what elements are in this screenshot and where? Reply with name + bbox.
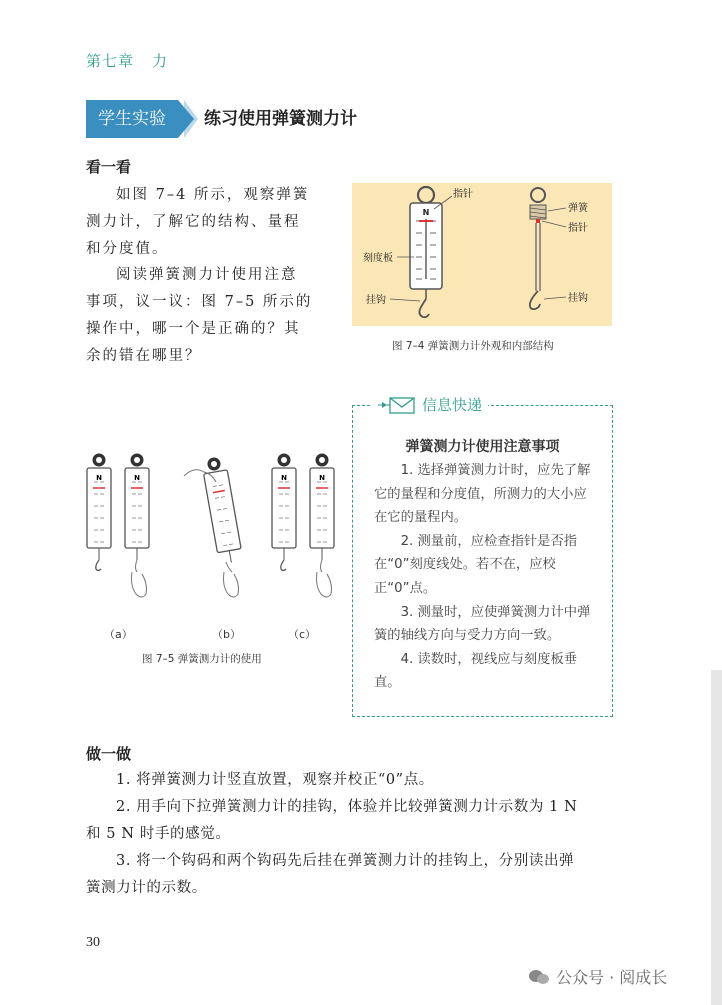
chapter-title: 力 bbox=[152, 52, 169, 70]
info-box-header-label: 信息快递 bbox=[422, 396, 483, 414]
spring-scale-usage-illustration bbox=[84, 446, 344, 621]
do-step: 和 5 N 时手的感觉。 bbox=[86, 826, 231, 842]
info-item: 3. 测量时，应使弹簧测力计中弹簧的轴线方向与受力方向一致。 bbox=[374, 604, 591, 644]
info-item: 2. 测量前，应检查指针是否指在“0”刻度线处。若不在，应校正“0”点。 bbox=[374, 533, 578, 596]
do-step: 簧测力计的示数。 bbox=[86, 880, 207, 896]
label-pointer: 指针 bbox=[453, 189, 473, 200]
n-label: N bbox=[281, 474, 287, 482]
figure-7-4 bbox=[352, 183, 612, 326]
look-line: 如图 7–4 所示，观察弹簧 bbox=[116, 187, 310, 203]
do-step: 2. 用手向下拉弹簧测力计的挂钩，体验并比较弹簧测力计示数为 1 N bbox=[116, 799, 578, 815]
page-number: 30 bbox=[86, 935, 100, 950]
banner-title: 练习使用弹簧测力计 bbox=[204, 109, 357, 129]
label-scale: 刻度板 bbox=[363, 253, 393, 264]
wechat-icon bbox=[528, 968, 550, 986]
look-line: 事项，议一议：图 7–5 所示的 bbox=[86, 294, 313, 310]
n-label: N bbox=[134, 474, 140, 482]
do-steps bbox=[86, 767, 646, 902]
watermark bbox=[528, 965, 667, 988]
hook-icon bbox=[281, 560, 286, 571]
look-line: 操作中，哪一个是正确的？其 bbox=[86, 321, 301, 337]
scale-c-left bbox=[272, 454, 296, 560]
sublabel-b: （b） bbox=[212, 628, 241, 641]
hook-icon bbox=[530, 291, 540, 309]
info-box-header bbox=[372, 394, 488, 415]
info-item: 4. 读数时，视线应与刻度板垂直。 bbox=[374, 651, 578, 691]
label-hook-2: 挂钩 bbox=[568, 293, 588, 304]
sublabel-a: （a） bbox=[104, 628, 133, 641]
hook-icon bbox=[96, 560, 101, 571]
hand-icon bbox=[317, 560, 332, 597]
figure-7-5-caption: 图 7–5 弹簧测力计的使用 bbox=[142, 653, 262, 665]
scale-c-right bbox=[310, 454, 334, 560]
chapter-header bbox=[86, 50, 168, 71]
banner-tag: 学生实验 bbox=[86, 100, 178, 138]
info-box-list bbox=[374, 459, 596, 695]
do-step: 1. 将弹簧测力计竖直放置，观察并校正“0”点。 bbox=[116, 772, 434, 788]
inner-pointer bbox=[536, 219, 540, 223]
n-label: N bbox=[96, 474, 102, 482]
look-line: 阅读弹簧测力计使用注意 bbox=[116, 267, 298, 283]
ring-icon bbox=[531, 188, 545, 202]
watermark-text: 公众号 · 阅成长 bbox=[556, 968, 668, 987]
envelope-icon bbox=[378, 395, 418, 415]
scale-a-left bbox=[87, 454, 111, 560]
spring-scale-illustration bbox=[352, 183, 612, 326]
label-hook: 挂钩 bbox=[366, 295, 386, 306]
info-box-title: 弹簧测力计使用注意事项 bbox=[405, 439, 560, 455]
look-paragraph-1 bbox=[86, 182, 316, 263]
scale-b bbox=[201, 456, 243, 565]
page-edge-strip bbox=[711, 670, 722, 1005]
n-label: N bbox=[319, 474, 325, 482]
ring-icon bbox=[418, 187, 434, 203]
label-spring: 弹簧 bbox=[568, 203, 588, 214]
do-heading: 做一做 bbox=[86, 745, 132, 763]
hand-icon bbox=[132, 560, 147, 597]
chapter-number: 第七章 bbox=[86, 52, 135, 70]
hand-icon bbox=[224, 562, 239, 597]
scale-a-right bbox=[125, 454, 149, 560]
sublabel-c: （c） bbox=[288, 628, 317, 641]
hook-icon bbox=[419, 299, 429, 317]
look-paragraph-2 bbox=[86, 262, 316, 370]
look-heading: 看一看 bbox=[86, 158, 132, 176]
look-line: 余的错在哪里？ bbox=[86, 348, 202, 364]
figure-7-4-caption: 图 7–4 弹簧测力计外观和内部结构 bbox=[392, 340, 554, 352]
do-step: 3. 将一个钩码和两个钩码先后挂在弹簧测力计的挂钩上，分别读出弹 bbox=[116, 853, 575, 869]
label-pointer-2: 指针 bbox=[568, 223, 588, 234]
look-line: 测力计，了解它的结构、量程 bbox=[86, 214, 301, 230]
figure-7-5 bbox=[84, 446, 344, 621]
look-line: 和分度值。 bbox=[86, 241, 169, 257]
n-label: N bbox=[422, 208, 430, 217]
info-item: 1. 选择弹簧测力计时，应先了解它的量程和分度值，所测力的大小应在它的量程内。 bbox=[374, 463, 591, 526]
banner-arrow bbox=[178, 100, 194, 138]
